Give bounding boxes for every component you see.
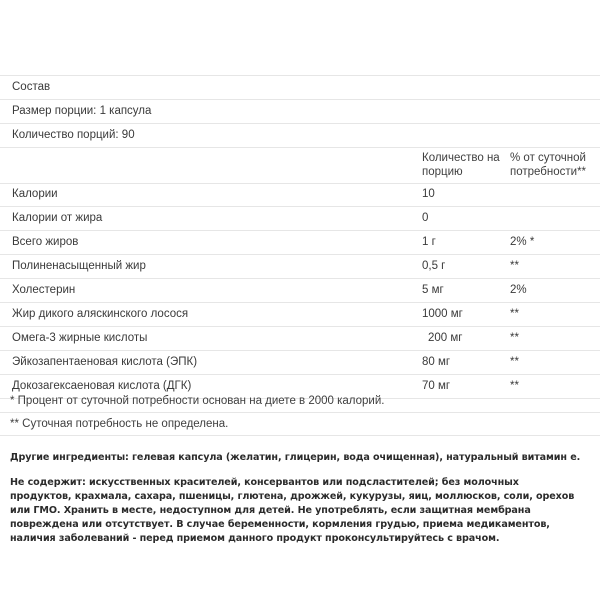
nutrient-amount: 200 мг: [428, 332, 463, 344]
other-ingredients-line: [0, 443, 600, 467]
nutrient-amount: 10: [422, 188, 435, 200]
nutrient-daily-value: 2%: [510, 284, 527, 296]
nutrient-amount: 1 г: [422, 236, 436, 248]
servings-per-container-text: Количество порций: 90: [12, 129, 135, 141]
nutrient-name: Калории от жира: [12, 212, 103, 224]
nutrient-name: Эйкозапентаеновая кислота (ЭПК): [12, 356, 198, 368]
table-row: [0, 279, 600, 303]
nutrient-daily-value: **: [510, 332, 519, 344]
nutrient-name: Калории: [12, 188, 58, 200]
table-row: [0, 255, 600, 279]
serving-size-text: Размер порции: 1 капсула: [12, 105, 152, 117]
column-header-daily-value: % от суточной потребности**: [510, 152, 587, 178]
nutrient-amount: 1000 мг: [422, 308, 463, 320]
table-row: [0, 183, 600, 207]
supplement-facts-title-row: [0, 76, 600, 100]
footnote-daily-value-undetermined: [0, 413, 600, 436]
disclaimer-paragraph: Не содержит: искусственных красителей, консервантов или подсластителей; без молочных продуктов, крахмала, сахара, пшеницы, глютена, дрожжей, кукурузы, яиц, моллюсков, соли, орехов или ГМО. Хранить в месте, недоступном для детей. Не употреблять, если защитная мембрана повреждена или отсутствует. В случае беременности, кормления грудью, приема медикаментов, наличия заболеваний - перед приемом данного продукт проконсультируйтесь с врачом.: [10, 477, 575, 544]
footnote-daily-value-basis: [0, 390, 600, 413]
nutrient-amount: 5 мг: [422, 284, 444, 296]
table-row: [0, 351, 600, 375]
nutrient-daily-value: **: [510, 308, 519, 320]
footnotes-block: [0, 390, 600, 436]
table-column-header: [0, 144, 600, 184]
nutrient-name: Всего жиров: [12, 236, 79, 248]
nutrient-daily-value: **: [510, 380, 519, 392]
nutrient-name: Холестерин: [12, 284, 76, 296]
footnote-text: * Процент от суточной потребности основан на диете в 2000 калорий.: [10, 395, 385, 407]
nutrient-amount: 0: [422, 212, 429, 224]
column-header-amount: Количество на порцию: [422, 152, 500, 178]
nutrient-name: Докозагексаеновая кислота (ДГК): [12, 380, 192, 392]
nutrient-name: Полиненасыщенный жир: [12, 260, 146, 272]
nutrient-name: Жир дикого аляскинского лосося: [12, 308, 189, 320]
table-row: [0, 231, 600, 255]
serving-size-row: [0, 100, 600, 124]
serving-info-block: [0, 75, 600, 148]
other-ingredients-heading: Другие ингредиенты:: [10, 452, 129, 463]
nutrient-daily-value: **: [510, 356, 519, 368]
table-row: [0, 303, 600, 327]
nutrient-name: Омега-3 жирные кислоты: [12, 332, 148, 344]
nutrient-daily-value: 2% *: [510, 236, 535, 248]
footnote-text: ** Суточная потребность не определена.: [10, 418, 229, 430]
nutrient-table-body: [0, 183, 600, 399]
nutrient-daily-value: **: [510, 260, 519, 272]
table-row: [0, 207, 600, 231]
table-row: [0, 327, 600, 351]
nutrient-amount: 0,5 г: [422, 260, 446, 272]
nutrient-amount: 70 мг: [422, 380, 451, 392]
page-title: Состав: [12, 81, 51, 93]
other-ingredients-body: гелевая капсула (желатин, глицерин, вода очищенная), натуральный витамин е.: [128, 452, 581, 463]
nutrient-amount: 80 мг: [422, 356, 451, 368]
additional-info-block: [0, 443, 600, 546]
